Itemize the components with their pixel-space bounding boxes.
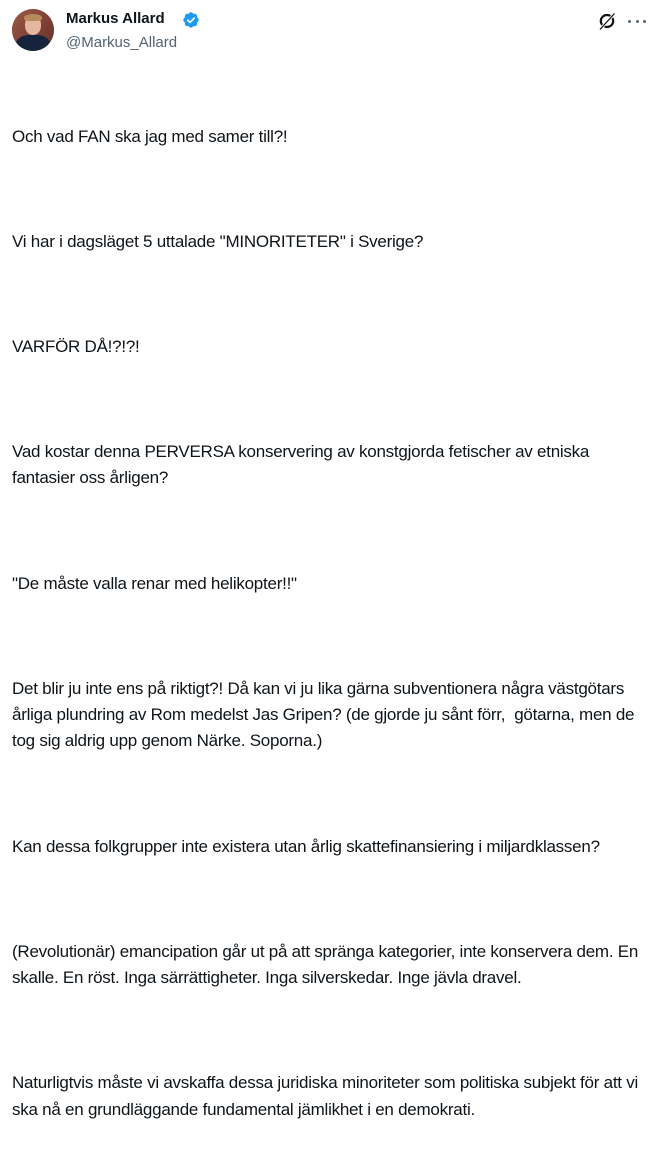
tweet-paragraph: "De måste valla renar med helikopter!!" bbox=[12, 573, 297, 593]
tweet-text bbox=[12, 71, 652, 1175]
tweet-paragraph: Naturligtvis måste vi avskaffa dessa juridiska minoriteter som politiska subjekt för att vi ska nå en grundläggande fundamental jämlikhet i en demokrati. bbox=[12, 1073, 643, 1119]
more-dot-icon bbox=[636, 20, 639, 23]
avatar-hair bbox=[24, 14, 42, 21]
tweet-paragraph: Vi har i dagsläget 5 uttalade "MINORITETER" i Sverige? bbox=[12, 231, 424, 251]
author-handle[interactable]: @Markus_Allard bbox=[66, 34, 178, 51]
author-name[interactable]: Markus Allard bbox=[66, 10, 165, 27]
more-dot-icon bbox=[643, 20, 646, 23]
tweet-paragraph: Vad kostar denna PERVERSA konservering av konstgjorda fetischer av etniska fantasier oss årligen? bbox=[12, 442, 594, 488]
verified-badge-icon bbox=[182, 11, 200, 29]
tweet-header bbox=[0, 0, 658, 60]
tweet-paragraph: Och vad FAN ska jag med samer till?! bbox=[12, 126, 288, 146]
more-options-button[interactable] bbox=[628, 12, 646, 30]
grok-icon[interactable] bbox=[597, 11, 617, 31]
tweet-paragraph: (Revolutionär) emancipation går ut på att spränga kategorier, inte konservera dem. En skalle. En röst. Inga särrättigheter. Inga silverskedar. Inge jävla dravel. bbox=[12, 941, 643, 988]
tweet-paragraph: Det blir ju inte ens på riktigt?! Då kan vi ju lika gärna subventionera några västgötars årliga plundring av Rom medelst Jas Gripen? (de gjorde ju sånt förr, götarna, men de tog sig aldrig upp genom Närke. Soporna.) bbox=[12, 678, 639, 751]
avatar-body bbox=[16, 35, 50, 51]
tweet-paragraph: VARFÖR DÅ!?!?! bbox=[12, 336, 140, 356]
avatar[interactable] bbox=[12, 9, 54, 51]
tweet-paragraph: Kan dessa folkgrupper inte existera utan årlig skattefinansiering i miljardklassen? bbox=[12, 836, 600, 856]
more-dot-icon bbox=[628, 20, 631, 23]
